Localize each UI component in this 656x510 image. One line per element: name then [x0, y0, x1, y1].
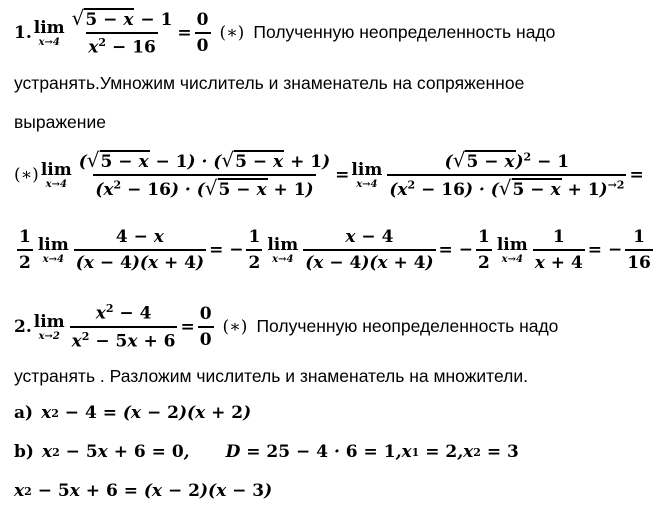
ex2-line-factor: x 2 − 5 x + 6 = (x − 2 )(x − 3 )	[14, 481, 273, 501]
ex2-line-a: a) x 2 − 4 = (x − 2 )(x + 2 )	[14, 403, 252, 423]
ex2-number: 2.	[14, 316, 32, 337]
ex2-line1: 2. lim x→2 $\frac{x^2 - 4}{x^2 - 5x + 6}$ = $\frac{0}{0}$ (∗) Полученную неопределенность надо	[14, 302, 559, 352]
ex1-text3: выражение	[14, 112, 106, 132]
ex1-line4: (∗) lim x→4 ( √ 5 − x − 1) · ( √ 5 − x + 1) $(x^2 - 16)$ · ( √ 5 − x + 1) = lim x→4 ( √ 5 − x )$^2$ − 1 $(x^2 - 16)$ · ( √ 5 − x + 1)$^{\to 2}$ =	[14, 148, 644, 200]
ex1-text1: Полученную неопределенность надо	[253, 21, 556, 42]
ex1-text2: устранять.Умножим числитель и знаменатель на сопряженное	[14, 73, 525, 93]
ex1-line1: 1. lim x→4 √ 5 − x − 1 $x^2 - 16$ = $\frac{0}{0}$ (∗) Полученную неопределенность надо	[14, 6, 556, 58]
ex1-line5: $\frac{1}{2}$ lim x→4 $\frac{4 - x}{(x - 4)(x + 4)}$ = − $\frac{1}{2}$ lim x→4 $\frac{x - 4}{(x - 4)(x + 4)}$ = − $\frac{1}{2}$ lim x→4 $\frac{1}{x + 4}$ = − $\frac{1}{16}$	[19, 227, 651, 273]
ex1-number: 1.	[14, 22, 32, 43]
ex1-lim: lim x→4	[33, 17, 65, 48]
ex2-line-b: b) x 2 − 5 x + 6 = 0 , D = 25 − 4 · 6 = 1 ,x 1 = 2 ,x 2 = 3	[14, 442, 519, 462]
ex1-fraction: √ 5 − x − 1 $x^2 - 16$	[71, 6, 173, 58]
ex2-text1: Полученную неопределенность надо	[256, 315, 559, 336]
ex2-text2: устранять . Разложим числитель и знаменатель на множители.	[14, 366, 528, 386]
